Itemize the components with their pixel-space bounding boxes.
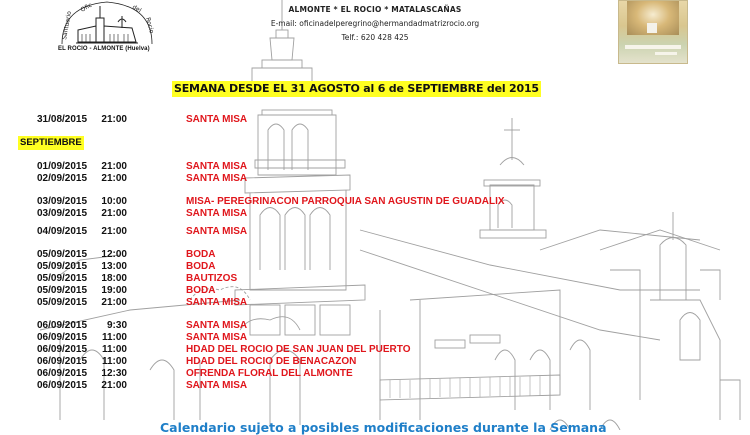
row-time: 21:00 — [101, 226, 127, 237]
row-time: 21:00 — [101, 208, 127, 219]
oficina-peregrino-logo — [52, 0, 162, 52]
header-contact — [200, 3, 550, 42]
row-date: 05/09/2015 — [37, 249, 88, 260]
footer-note: Calendario sujeto a posibles modificaciones durante la Semana — [160, 420, 607, 435]
header-phone: Telf.: 620 428 425 — [341, 33, 409, 42]
row-date: 05/09/2015 — [37, 261, 88, 272]
row-time: 9:30 — [106, 320, 127, 331]
row-event: SANTA MISA — [186, 114, 248, 125]
row-date: 01/09/2015 — [37, 161, 88, 172]
logo-caption: EL ROCIO - ALMONTE (Huelva) — [58, 46, 150, 52]
row-event: SANTA MISA — [186, 173, 248, 184]
svg-text:Ofic: Ofic — [79, 1, 94, 14]
row-time: 11:00 — [101, 356, 127, 367]
row-time: 11:00 — [101, 344, 127, 355]
row-event: SANTA MISA — [186, 380, 248, 391]
row-event: SANTA MISA — [186, 208, 248, 219]
row-time: 21:00 — [101, 173, 127, 184]
row-date: 02/09/2015 — [37, 173, 88, 184]
row-date: 03/09/2015 — [37, 196, 88, 207]
svg-text:Rocio: Rocio — [144, 16, 156, 35]
svg-text:del: del — [131, 3, 143, 15]
month-label: SEPTIEMBRE — [20, 137, 82, 148]
poster-date-band — [655, 52, 677, 55]
row-event: SANTA MISA — [186, 320, 248, 331]
row-event: SANTA MISA — [186, 161, 248, 172]
row-event: SANTA MISA — [186, 226, 248, 237]
row-date: 06/09/2015 — [37, 356, 88, 367]
svg-text:Santuario: Santuario — [61, 10, 73, 41]
row-event: OFRENDA FLORAL DEL ALMONTE — [186, 368, 353, 379]
row-date: 04/09/2015 — [37, 226, 88, 237]
row-date: 05/09/2015 — [37, 273, 88, 284]
row-time: 21:00 — [101, 380, 127, 391]
row-event: SANTA MISA — [186, 297, 248, 308]
row-time: 13:00 — [101, 261, 127, 272]
row-event: SANTA MISA — [186, 332, 248, 343]
row-date: 06/09/2015 — [37, 332, 88, 343]
row-time: 21:00 — [101, 297, 127, 308]
row-time: 19:00 — [101, 285, 127, 296]
row-event: HDAD DEL ROCIO DE BENACAZON — [186, 356, 357, 367]
row-time: 21:00 — [101, 114, 127, 125]
row-date: 06/09/2015 — [37, 368, 88, 379]
row-date: 06/09/2015 — [37, 380, 88, 391]
row-event: BODA — [186, 285, 216, 296]
row-date: 31/08/2015 — [37, 114, 88, 125]
row-time: 12:00 — [101, 249, 127, 260]
row-event: BODA — [186, 249, 216, 260]
row-time: 11:00 — [101, 332, 127, 343]
row-time: 12:30 — [101, 368, 127, 379]
header-locations: ALMONTE * EL ROCIO * MATALASCAÑAS — [288, 5, 462, 14]
row-date: 06/09/2015 — [37, 344, 88, 355]
row-date: 05/09/2015 — [37, 297, 88, 308]
row-date: 05/09/2015 — [37, 285, 88, 296]
header-email: E-mail: oficinadelperegrino@hermandadmatrizrocio.org — [270, 19, 480, 28]
poster-caption-band — [625, 45, 681, 49]
row-event: BAUTIZOS — [186, 273, 238, 284]
row-event: BODA — [186, 261, 216, 272]
row-event: MISA- PEREGRINACON PARROQUIA SAN AGUSTIN DE GUADALIX — [186, 196, 505, 207]
week-title: SEMANA DESDE EL 31 AGOSTO al 6 de SEPTIEMBRE del 2015 — [174, 82, 539, 95]
row-event: HDAD DEL ROCIO DE SAN JUAN DEL PUERTO — [186, 344, 411, 355]
chapel-icon — [647, 23, 657, 33]
row-date: 03/09/2015 — [37, 208, 88, 219]
virgin-poster-image — [618, 0, 688, 64]
row-time: 18:00 — [101, 273, 127, 284]
row-time: 21:00 — [101, 161, 127, 172]
row-date: 06/09/2015 — [37, 320, 88, 331]
row-time: 10:00 — [101, 196, 127, 207]
